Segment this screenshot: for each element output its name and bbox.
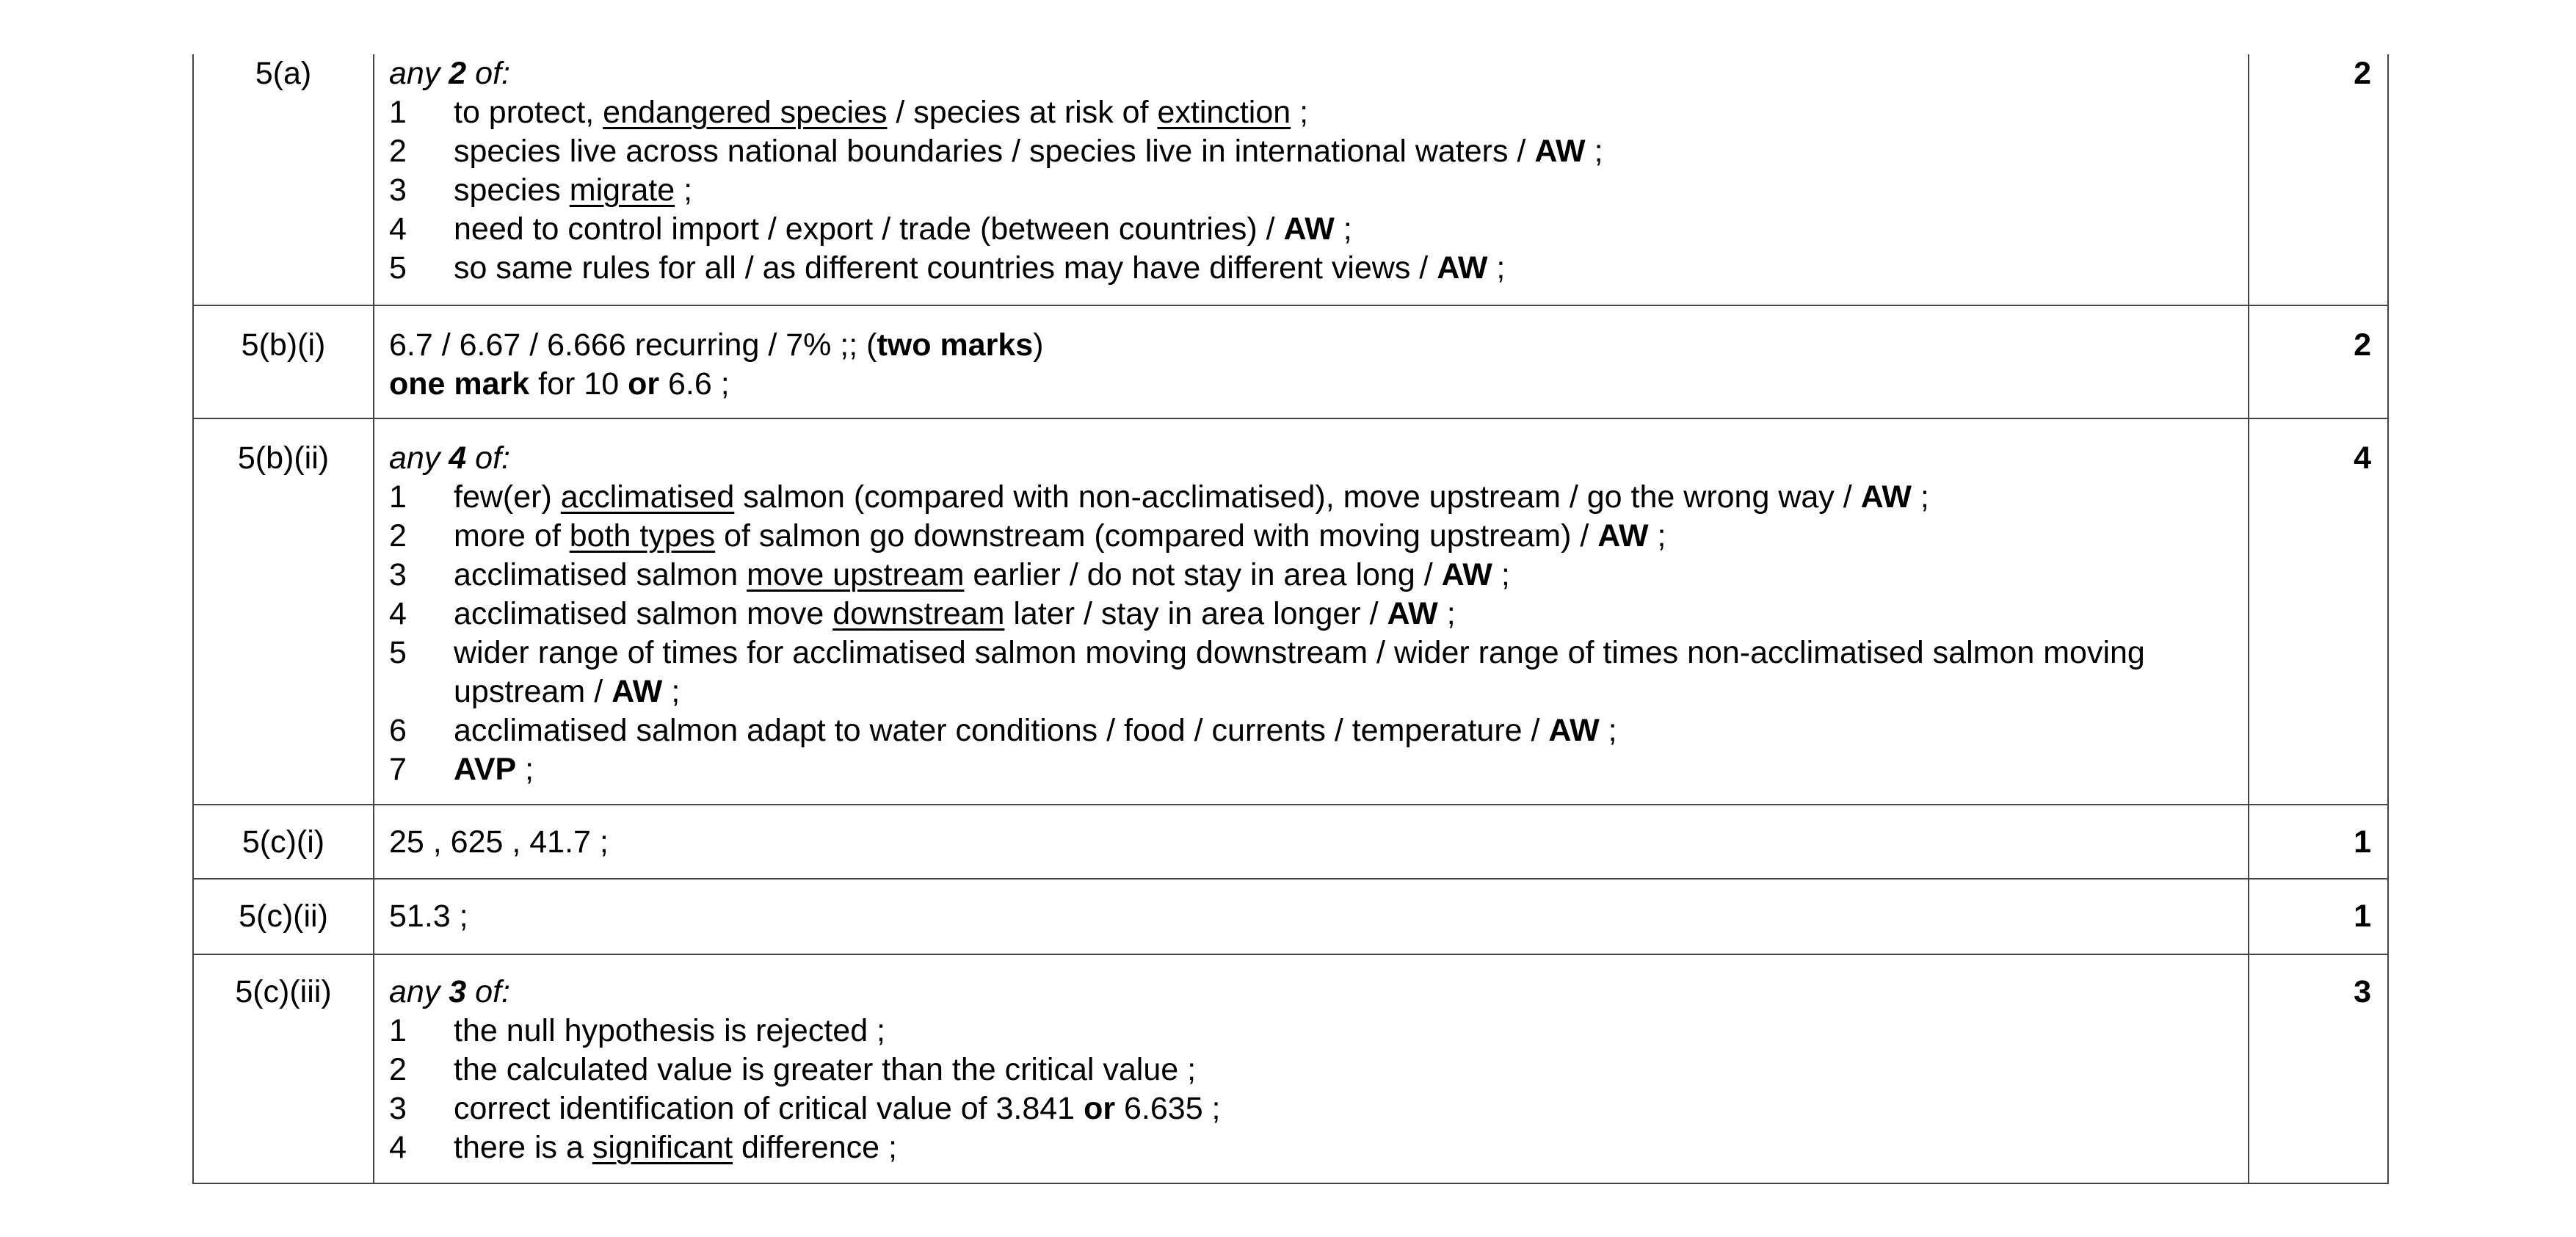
list-item: 5 so same rules for all / as different countries may have different views / AW ; bbox=[389, 250, 1506, 286]
list-item: 3 species migrate ; bbox=[389, 173, 693, 208]
mark-scheme-table bbox=[192, 54, 2389, 1184]
list-item: 4 need to control import / export / trade (between countries) / AW ; bbox=[389, 211, 1352, 247]
answer-intro: any 2 of: bbox=[389, 56, 510, 91]
marks-cell: 1 bbox=[2249, 805, 2388, 879]
list-item: 5 wider range of times for acclimatised salmon moving downstream / wider range of times non-acclimatised salmon moving upstream / AW ; bbox=[389, 635, 2145, 709]
list-item: 2 more of both types of salmon go downstream (compared with moving upstream) / AW ; bbox=[389, 518, 1666, 554]
table-row bbox=[193, 954, 2388, 1183]
answer-cell bbox=[374, 54, 2249, 305]
answer-cell bbox=[374, 805, 2249, 879]
list-item: 3 acclimatised salmon move upstream earlier / do not stay in area long / AW ; bbox=[389, 557, 1510, 592]
marks-cell: 3 bbox=[2249, 954, 2388, 1183]
answer-line: 25 , 625 , 41.7 ; bbox=[389, 824, 609, 860]
question-number: 5(c)(i) bbox=[193, 805, 374, 879]
marks-cell: 4 bbox=[2249, 418, 2388, 805]
list-item: 7 AVP ; bbox=[389, 752, 534, 787]
marks-cell: 2 bbox=[2249, 54, 2388, 305]
list-item: 4 acclimatised salmon move downstream later / stay in area longer / AW ; bbox=[389, 596, 1456, 631]
list-item: 4 there is a significant difference ; bbox=[389, 1130, 897, 1165]
table-row bbox=[193, 418, 2388, 805]
list-item: 2 species live across national boundaries / species live in international waters / AW ; bbox=[389, 134, 1603, 169]
table-row bbox=[193, 805, 2388, 879]
answer-intro: any 4 of: bbox=[389, 440, 510, 476]
answer-cell bbox=[374, 954, 2249, 1183]
question-number: 5(b)(ii) bbox=[193, 418, 374, 805]
answer-line: 6.7 / 6.67 / 6.666 recurring / 7% ;; (two marks) bbox=[389, 327, 1044, 363]
list-item: 1 the null hypothesis is rejected ; bbox=[389, 1013, 885, 1048]
answer-line: 51.3 ; bbox=[389, 899, 468, 934]
list-item: 2 the calculated value is greater than the critical value ; bbox=[389, 1052, 1197, 1087]
answer-intro: any 3 of: bbox=[389, 974, 510, 1009]
list-item: 1 few(er) acclimatised salmon (compared with non-acclimatised), move upstream / go the wrong way / AW ; bbox=[389, 479, 1929, 515]
table-row bbox=[193, 54, 2388, 305]
answer-cell bbox=[374, 879, 2249, 954]
answer-line: one mark for 10 or 6.6 ; bbox=[389, 366, 730, 402]
answer-cell bbox=[374, 305, 2249, 418]
answer-cell bbox=[374, 418, 2249, 805]
marks-cell: 1 bbox=[2249, 879, 2388, 954]
question-number: 5(c)(iii) bbox=[193, 954, 374, 1183]
table-row bbox=[193, 879, 2388, 954]
list-item: 1 to protect, endangered species / species at risk of extinction ; bbox=[389, 95, 1309, 130]
question-number: 5(a) bbox=[193, 54, 374, 305]
list-item: 6 acclimatised salmon adapt to water conditions / food / currents / temperature / AW ; bbox=[389, 713, 1617, 748]
question-number: 5(c)(ii) bbox=[193, 879, 374, 954]
table-row bbox=[193, 305, 2388, 418]
marks-cell: 2 bbox=[2249, 305, 2388, 418]
list-item: 3 correct identification of critical value of 3.841 or 6.635 ; bbox=[389, 1091, 1221, 1126]
question-number: 5(b)(i) bbox=[193, 305, 374, 418]
mark-scheme bbox=[192, 54, 2389, 1184]
